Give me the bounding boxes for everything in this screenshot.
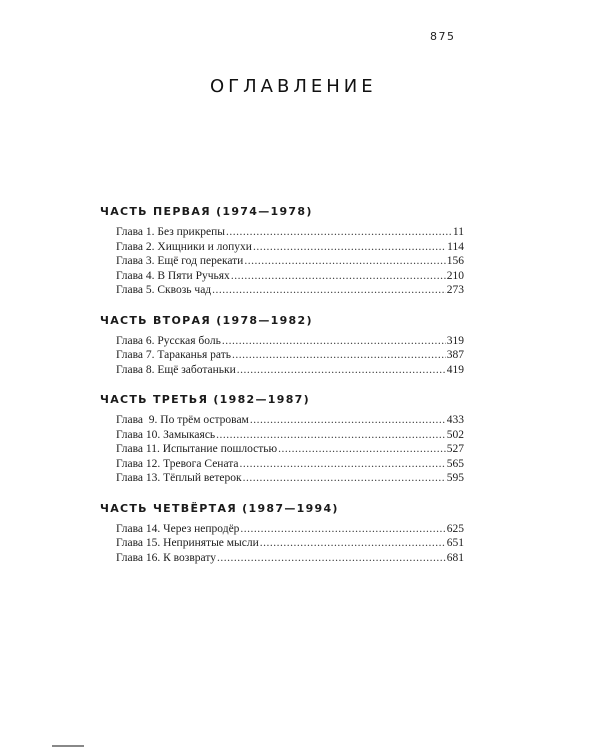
chapter-number: Глава 13. bbox=[116, 472, 161, 484]
chapter-title: Хищники и лопухи bbox=[157, 240, 252, 253]
chapter-page: 419 bbox=[446, 363, 464, 376]
chapter-title: Ещё год перекати bbox=[157, 255, 244, 267]
chapter-number: Глава 3. bbox=[116, 255, 155, 267]
chapter-title: Без прикрепы bbox=[157, 226, 226, 238]
toc-entry[interactable] bbox=[116, 348, 464, 363]
toc-entry[interactable] bbox=[116, 225, 464, 240]
chapter-page: 595 bbox=[446, 472, 464, 484]
part-title: ЧАСТЬ ВТОРАЯ (1978—1982) bbox=[100, 313, 313, 327]
toc-entry[interactable] bbox=[116, 334, 464, 349]
chapter-page: 114 bbox=[447, 240, 464, 253]
chapter-list bbox=[100, 413, 464, 486]
part-title: ЧАСТЬ ТРЕТЬЯ (1982—1987) bbox=[100, 393, 310, 406]
chapter-page: 433 bbox=[446, 414, 464, 426]
toc-entry[interactable] bbox=[116, 471, 464, 486]
dot-leader bbox=[212, 283, 446, 298]
chapter-title: Замыкаясь bbox=[163, 428, 216, 441]
toc-entry[interactable] bbox=[116, 442, 464, 457]
chapter-number: Глава 7. bbox=[116, 349, 155, 361]
chapter-title: Ещё заботаньки bbox=[157, 363, 236, 376]
chapter-page: 11 bbox=[452, 226, 464, 238]
dot-leader bbox=[240, 457, 446, 472]
chapter-number: Глава 1. bbox=[116, 226, 155, 238]
toc-entry[interactable] bbox=[116, 536, 464, 551]
dot-leader bbox=[244, 254, 445, 269]
chapter-title: Сквозь чад bbox=[157, 284, 212, 296]
dot-leader bbox=[222, 334, 446, 349]
chapter-list bbox=[100, 522, 464, 566]
toc-part bbox=[100, 314, 464, 378]
chapter-number: Глава 4. bbox=[116, 269, 155, 282]
dot-leader bbox=[231, 269, 446, 284]
dot-leader bbox=[226, 225, 452, 240]
chapter-number: Глава 16. bbox=[116, 551, 161, 564]
toc-entry[interactable] bbox=[116, 283, 464, 298]
dot-leader bbox=[217, 551, 446, 566]
dot-leader bbox=[232, 348, 446, 363]
part-title: ЧАСТЬ ЧЕТВЁРТАЯ (1987—1994) bbox=[100, 501, 339, 515]
toc-entry[interactable] bbox=[116, 428, 464, 443]
chapter-title: Русская боль bbox=[157, 334, 221, 347]
chapter-title: Тараканья рать bbox=[157, 349, 231, 361]
chapter-title: Тревога Сената bbox=[163, 457, 239, 470]
dot-leader bbox=[240, 522, 445, 537]
chapter-title: Испытание пошлостью bbox=[162, 443, 278, 455]
chapter-title: К возврату bbox=[163, 551, 216, 564]
dot-leader bbox=[250, 413, 446, 428]
chapter-title: В Пяти Ручьях bbox=[157, 269, 230, 282]
chapter-list bbox=[100, 225, 464, 298]
chapter-page: 681 bbox=[446, 551, 464, 564]
chapter-number: Глава 2. bbox=[116, 240, 155, 253]
chapter-number: Глава 6. bbox=[116, 334, 155, 347]
chapter-page: 273 bbox=[446, 284, 464, 296]
dot-leader bbox=[260, 536, 446, 551]
toc-entry[interactable] bbox=[116, 254, 464, 269]
toc-entry[interactable] bbox=[116, 240, 464, 255]
dot-leader bbox=[278, 442, 446, 457]
chapter-number: Глава 14. bbox=[116, 522, 161, 535]
toc-entry[interactable] bbox=[116, 413, 464, 428]
page-number: 875 bbox=[430, 30, 456, 43]
chapter-title: Через непродёр bbox=[163, 522, 240, 535]
chapter-number: Глава 8. bbox=[116, 363, 155, 376]
table-of-contents bbox=[100, 205, 464, 581]
toc-part bbox=[100, 205, 464, 298]
chapter-page: 210 bbox=[446, 269, 464, 282]
toc-entry[interactable] bbox=[116, 269, 464, 284]
chapter-number: Глава 9. bbox=[116, 414, 158, 426]
chapter-title: Тёплый ветерок bbox=[163, 472, 242, 484]
toc-part bbox=[100, 502, 464, 566]
chapter-page: 319 bbox=[446, 334, 464, 347]
chapter-page: 156 bbox=[446, 255, 464, 267]
dot-leader bbox=[253, 240, 446, 255]
toc-entry[interactable] bbox=[116, 551, 464, 566]
chapter-page: 502 bbox=[446, 428, 464, 441]
dot-leader bbox=[243, 471, 446, 486]
chapter-number: Глава 15. bbox=[116, 537, 161, 549]
dot-leader bbox=[237, 363, 446, 378]
toc-entry[interactable] bbox=[116, 522, 464, 537]
dot-leader bbox=[216, 428, 446, 443]
chapter-number: Глава 11. bbox=[116, 443, 160, 455]
chapter-page: 387 bbox=[446, 349, 464, 361]
chapter-number: Глава 5. bbox=[116, 284, 155, 296]
chapter-page: 527 bbox=[446, 443, 464, 455]
part-title: ЧАСТЬ ПЕРВАЯ (1974—1978) bbox=[100, 205, 313, 218]
page-title: ОГЛАВЛЕНИЕ bbox=[210, 76, 377, 98]
chapter-page: 565 bbox=[446, 457, 464, 470]
toc-entry[interactable] bbox=[116, 363, 464, 378]
chapter-number: Глава 12. bbox=[116, 457, 161, 470]
chapter-number: Глава 10. bbox=[116, 428, 161, 441]
chapter-title: По трём островам bbox=[160, 414, 249, 426]
chapter-page: 651 bbox=[446, 537, 464, 549]
chapter-list bbox=[100, 334, 464, 378]
chapter-page: 625 bbox=[446, 522, 464, 535]
bottom-divider bbox=[52, 745, 84, 747]
toc-entry[interactable] bbox=[116, 457, 464, 472]
toc-part bbox=[100, 393, 464, 486]
chapter-title: Непринятые мысли bbox=[163, 537, 259, 549]
